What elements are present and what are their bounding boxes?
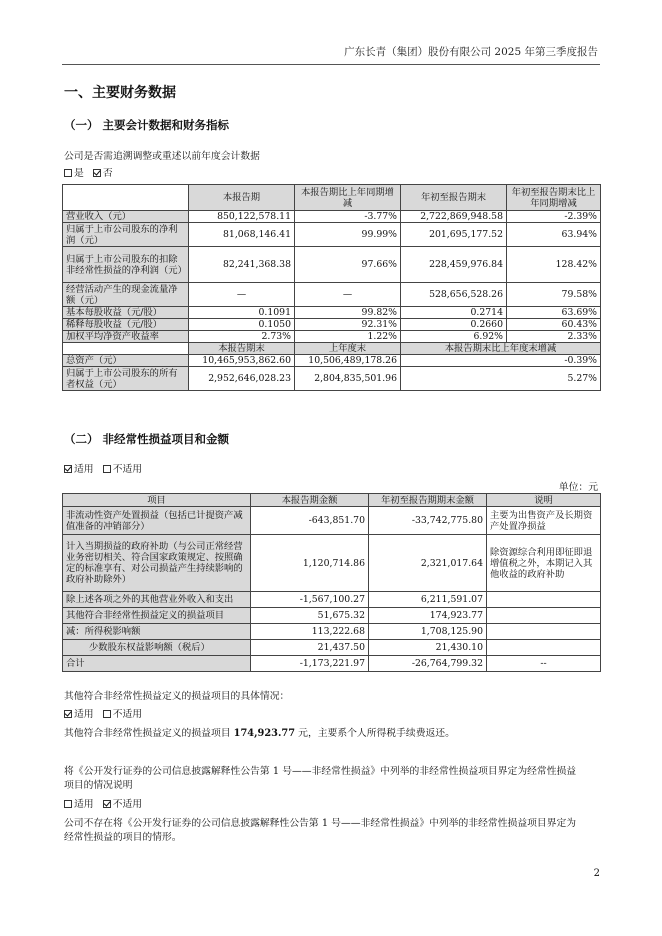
page-number: 2	[593, 868, 600, 879]
cell-value: 99.82%	[295, 307, 401, 319]
applicable-options-2	[64, 706, 142, 720]
col-header: 年初至报告期末比上年同期增减	[507, 185, 601, 211]
non-recurring-items-table	[62, 493, 601, 672]
table-header-row	[63, 185, 601, 211]
table-row	[63, 307, 601, 319]
table-row	[63, 355, 601, 367]
option-applicable: 适用	[74, 709, 94, 720]
cell-value: 113,222.68	[251, 624, 369, 640]
cell-value: 174,923.77	[369, 608, 487, 624]
cell-value: —	[189, 283, 295, 307]
cell-value: -3.77%	[295, 211, 401, 223]
table-row	[63, 223, 601, 247]
cell-value: 2.73%	[189, 331, 295, 343]
table-row	[63, 283, 601, 307]
detail-amount: 174,923.77	[233, 728, 296, 739]
checkbox-checked-icon[interactable]	[64, 710, 72, 718]
cell-value: 1.22%	[295, 331, 401, 343]
row-label: 归属于上市公司股东的扣除非经常性损益的净利润（元）	[63, 247, 189, 283]
row-label: 合计	[63, 656, 251, 672]
subsection-title-1: （一） 主要会计数据和财务指标	[64, 118, 230, 132]
cell-value: -2.39%	[507, 211, 601, 223]
row-label: 其他符合非经常性损益定义的损益项目	[63, 608, 251, 624]
paragraph-line: 将《公开发行证券的公司信息披露解释性公告第 1 号——非经常性损益》中列举的非经常性损益项目界定为经常性损益	[64, 766, 577, 777]
cell-value: -33,742,775.80	[369, 507, 487, 535]
cell-value: 81,068,146.41	[189, 223, 295, 247]
col-header: 说明	[487, 494, 601, 507]
cell-value: 0.1050	[189, 319, 295, 331]
cell-value: 92.31%	[295, 319, 401, 331]
cell-note	[487, 592, 601, 608]
cell-value: 79.58%	[507, 283, 601, 307]
cell-value: 10,465,953,862.60	[189, 355, 295, 367]
table-row	[63, 331, 601, 343]
row-label: 计入当期损益的政府补助（与公司正常经营业务密切相关、符合国家政策规定、按照确定的标准享有、对公司损益产生持续影响的政府补助除外）	[63, 535, 251, 592]
table-header-row	[63, 343, 601, 355]
section-title: 一、主要财务数据	[64, 85, 176, 101]
cell-value: 82,241,368.38	[189, 247, 295, 283]
report-header-title: 广东长青（集团）股份有限公司 2025 年第三季度报告	[344, 46, 598, 58]
cell-value: 228,459,976.84	[401, 247, 507, 283]
cell-value: 1,120,714.86	[251, 535, 369, 592]
applicable-options-1	[64, 461, 142, 475]
cell-value: 97.66%	[295, 247, 401, 283]
table-row	[63, 640, 601, 656]
cell-value: 2,722,869,948.58	[401, 211, 507, 223]
table-row	[63, 608, 601, 624]
option-no: 否	[102, 168, 113, 179]
cell-value: 63.94%	[507, 223, 601, 247]
table-row	[63, 656, 601, 672]
row-label: 减：所得税影响额	[63, 624, 251, 640]
row-label: 加权平均净资产收益率	[63, 331, 189, 343]
cell-value: 6.92%	[401, 331, 507, 343]
paragraph-line: 项目的情况说明	[64, 780, 133, 791]
checkbox-unchecked-icon[interactable]	[64, 800, 72, 808]
cell-note	[487, 608, 601, 624]
table-row	[63, 592, 601, 608]
cell-value: 10,506,489,178.26	[295, 355, 401, 367]
table-row	[63, 319, 601, 331]
col-header: 年初至报告期期末金额	[369, 494, 487, 507]
option-not-applicable: 不适用	[112, 709, 143, 720]
row-label: 归属于上市公司股东的所有者权益（元）	[63, 367, 189, 391]
checkbox-checked-icon[interactable]	[64, 465, 72, 473]
table-row	[63, 624, 601, 640]
col-header: 本报告期末比上年度末增减	[401, 343, 601, 355]
col-header: 本报告期	[189, 185, 295, 211]
option-yes: 是	[74, 168, 84, 179]
checkbox-unchecked-icon[interactable]	[103, 465, 111, 473]
cell-value: 5.27%	[401, 367, 601, 391]
subsection-title-2: （二） 非经常性损益项目和金额	[64, 432, 230, 446]
cell-value: 0.2660	[401, 319, 507, 331]
option-not-applicable: 不适用	[112, 799, 143, 810]
cell-value: 528,656,528.26	[401, 283, 507, 307]
cell-value: 2,804,835,501.96	[295, 367, 401, 391]
table-row	[63, 367, 601, 391]
col-header: 项目	[63, 494, 251, 507]
cell-value: 0.1091	[189, 307, 295, 319]
header-divider	[62, 64, 600, 65]
cell-value: 51,675.32	[251, 608, 369, 624]
cell-value: 2,952,646,028.23	[189, 367, 295, 391]
paragraph-line: 公司不存在将《公开发行证券的公司信息披露解释性公告第 1 号——非经常性损益》中列举的非经常性损益项目界定为	[64, 818, 577, 829]
checkbox-checked-icon[interactable]	[103, 800, 111, 808]
cell-note	[487, 624, 601, 640]
col-header: 上年度末	[295, 343, 401, 355]
row-label: 总资产（元）	[63, 355, 189, 367]
cell-value: 99.99%	[295, 223, 401, 247]
cell-value: 1,708,125.90	[369, 624, 487, 640]
row-label: 归属于上市公司股东的净利润（元）	[63, 223, 189, 247]
row-label: 除上述各项之外的其他营业外收入和支出	[63, 592, 251, 608]
cell-note: 除资源综合利用即征即退增值税之外，本期记入其他收益的政府补助	[487, 535, 601, 592]
col-header: 本报告期金额	[251, 494, 369, 507]
restate-question: 公司是否需追溯调整或重述以前年度会计数据	[64, 151, 260, 162]
row-label: 营业收入（元）	[63, 211, 189, 223]
checkbox-unchecked-icon[interactable]	[64, 169, 72, 177]
col-header: 本报告期比上年同期增减	[295, 185, 401, 211]
restate-options	[64, 165, 113, 179]
option-applicable: 适用	[74, 799, 94, 810]
table-row	[63, 507, 601, 535]
cell-value: -1,567,100.27	[251, 592, 369, 608]
checkbox-unchecked-icon[interactable]	[103, 710, 111, 718]
cell-value: 2,321,017.64	[369, 535, 487, 592]
option-not-applicable: 不适用	[112, 464, 143, 475]
option-applicable: 适用	[74, 464, 94, 475]
cell-value: 2.33%	[507, 331, 601, 343]
table-header-row	[63, 494, 601, 507]
cell-value: 60.43%	[507, 319, 601, 331]
col-header: 本报告期末	[189, 343, 295, 355]
row-label: 非流动性资产处置损益（包括已计提资产减值准备的冲销部分）	[63, 507, 251, 535]
cell-value: 201,695,177.52	[401, 223, 507, 247]
checkbox-checked-icon[interactable]	[93, 169, 101, 177]
table-row	[63, 247, 601, 283]
cell-note: --	[487, 656, 601, 672]
col-header: 年初至报告期末	[401, 185, 507, 211]
cell-value: 850,122,578.11	[189, 211, 295, 223]
cell-value: 0.2714	[401, 307, 507, 319]
table-row	[63, 535, 601, 592]
table-row	[63, 211, 601, 223]
cell-note: 主要为出售资产及长期资产处置净损益	[487, 507, 601, 535]
detail-prefix: 其他符合非经常性损益定义的损益项目	[64, 728, 234, 739]
cell-value: -26,764,799.32	[369, 656, 487, 672]
cell-note	[487, 640, 601, 656]
row-label: 稀释每股收益（元/股）	[63, 319, 189, 331]
unit-label: 单位：元	[558, 482, 598, 493]
cell-value: 63.69%	[507, 307, 601, 319]
cell-value: 21,437.50	[251, 640, 369, 656]
cell-value: 128.42%	[507, 247, 601, 283]
detail-suffix: 元，主要系个人所得税手续费返还。	[295, 728, 455, 739]
financial-indicators-table	[62, 184, 601, 391]
row-label: 少数股东权益影响额（税后）	[63, 640, 251, 656]
cell-value: -0.39%	[401, 355, 601, 367]
row-label: 基本每股收益（元/股）	[63, 307, 189, 319]
cell-value: 6,211,591.07	[369, 592, 487, 608]
cell-value: -1,173,221.97	[251, 656, 369, 672]
other-items-caption: 其他符合非经常性损益定义的损益项目的具体情况：	[64, 691, 290, 702]
row-label: 经营活动产生的现金流量净额（元）	[63, 283, 189, 307]
other-items-detail	[64, 725, 455, 739]
cell-value: —	[295, 283, 401, 307]
applicable-options-3	[64, 796, 142, 810]
paragraph-line: 经常性损益的项目的情形。	[64, 832, 182, 843]
cell-value: 21,430.10	[369, 640, 487, 656]
cell-value: -643,851.70	[251, 507, 369, 535]
